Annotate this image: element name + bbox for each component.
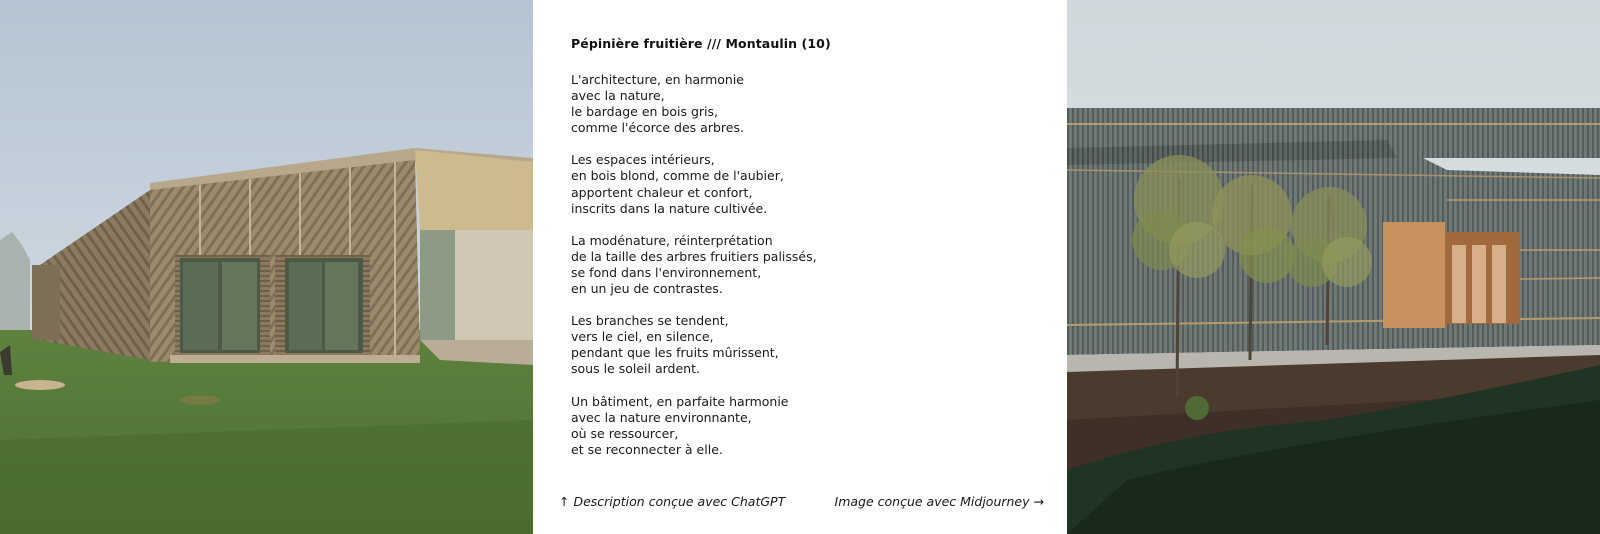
poem-line: en bois blond, comme de l'aubier,	[571, 168, 784, 184]
chatgpt-caption	[559, 494, 785, 509]
poem-line: en un jeu de contrastes.	[571, 281, 723, 297]
poem-stanza	[571, 313, 817, 377]
poem-line: de la taille des arbres fruitiers palissés,	[571, 248, 817, 264]
poem-line: vers le ciel, en silence,	[571, 329, 714, 345]
poem-stanza	[571, 233, 817, 297]
poem-line: Les branches se tendent,	[571, 313, 729, 329]
midjourney-caption	[835, 494, 1044, 509]
poem-line: comme l'écorce des arbres.	[571, 120, 744, 136]
poem-line: Les espaces intérieurs,	[571, 152, 715, 168]
poem-line: où se ressourcer,	[571, 425, 679, 441]
poem-line: L'architecture, en harmonie	[571, 72, 744, 87]
poem	[571, 72, 817, 474]
poem-line: Un bâtiment, en parfaite harmonie	[571, 393, 789, 409]
arrow-right-icon: →	[1033, 494, 1044, 509]
poem-line: pendant que les fruits mûrissent,	[571, 345, 779, 361]
poem-line: le bardage en bois gris,	[571, 104, 719, 120]
poem-line: sous le soleil ardent.	[571, 361, 700, 377]
arrow-up-icon: ↑	[559, 494, 570, 509]
description-panel	[533, 0, 1067, 534]
poem-line: avec la nature environnante,	[571, 409, 752, 425]
poem-line: La modénature, réinterprétation	[571, 232, 773, 248]
poem-line: et se reconnecter à elle.	[571, 441, 723, 457]
chatgpt-caption-text: Description conçue avec ChatGPT	[573, 494, 786, 509]
midjourney-caption-text: Image conçue avec Midjourney	[834, 494, 1030, 509]
poem-stanza	[571, 152, 817, 216]
left-architecture-render	[0, 0, 533, 534]
poem-stanza	[571, 72, 817, 136]
poem-line: se fond dans l'environnement,	[571, 264, 762, 280]
project-title: Pépinière fruitière /// Montaulin (10)	[571, 36, 831, 51]
right-midjourney-image	[1067, 0, 1600, 534]
poem-line: avec la nature,	[571, 88, 665, 104]
poem-line: apportent chaleur et confort,	[571, 184, 753, 200]
poem-line: inscrits dans la nature cultivée.	[571, 200, 768, 216]
poem-stanza	[571, 394, 817, 458]
